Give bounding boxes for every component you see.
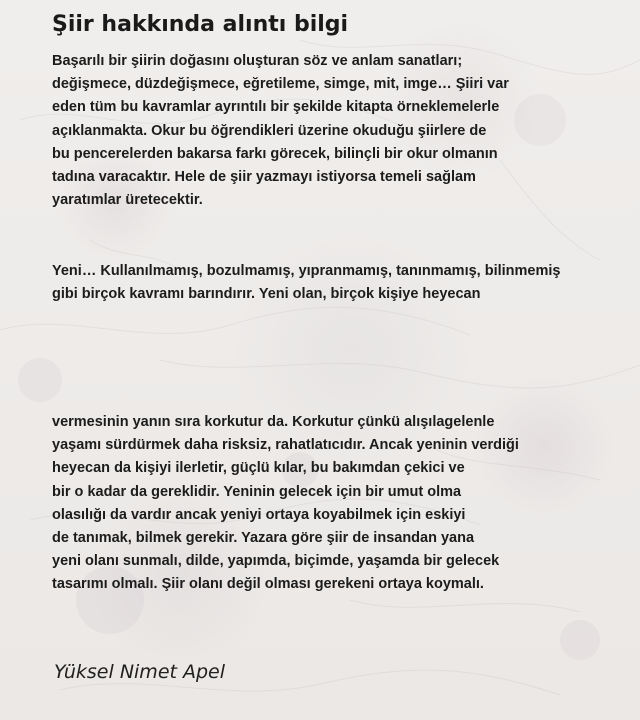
- paragraph-line: açıklanmakta. Okur bu öğrendikleri üzerine okuduğu şiirlere de: [52, 122, 487, 139]
- paragraph-line: tadına varacaktır. Hele de şiir yazmayı istiyorsa temeli sağlam: [52, 168, 476, 185]
- paragraph-line: yaratımlar üretecektir.: [52, 192, 203, 209]
- paragraph-line: heyecan da kişiyi ilerletir, güçlü kılar, bu bakımdan çekici ve: [52, 460, 465, 477]
- paragraph-2: [52, 260, 560, 306]
- paragraph-line: bir o kadar da gereklidir. Yeninin gelecek için bir umut olma: [52, 483, 462, 500]
- page-title: Şiir hakkında alıntı bilgi: [52, 12, 349, 37]
- paragraph-1: [52, 50, 509, 212]
- paragraph-line: tasarımı olmalı. Şiir olanı değil olması gerekeni ortaya koymalı.: [52, 576, 484, 593]
- paragraph-line: olasılığı da vardır ancak yeniyi ortaya koyabilmek için eskiyi: [52, 506, 466, 523]
- author-name: Yüksel Nimet Apel: [54, 661, 226, 683]
- paragraph-3: [52, 411, 519, 597]
- paragraph-line: gibi birçok kavramı barındırır. Yeni olan, birçok kişiye heyecan: [52, 286, 481, 303]
- paragraph-line: bu pencerelerden bakarsa farkı görecek, bilinçli bir okur olmanın: [52, 145, 498, 162]
- paragraph-line: vermesinin yanın sıra korkutur da. Korkutur çünkü alışılagelenle: [52, 414, 495, 430]
- paragraph-line: Yeni… Kullanılmamış, bozulmamış, yıpranmamış, tanınmamış, bilinmemiş: [52, 263, 561, 279]
- paragraph-line: eden tüm bu kavramlar ayrıntılı bir şekilde kitapta örneklemelerle: [52, 99, 500, 116]
- paragraph-line: Başarılı bir şiirin doğasını oluşturan söz ve anlam sanatları;: [52, 53, 463, 69]
- paragraph-line: de tanımak, bilmek gerekir. Yazara göre şiir de insandan yana: [52, 529, 475, 546]
- paragraph-line: yeni olanı sunmalı, dilde, yapımda, biçimde, yaşamda bir gelecek: [52, 553, 500, 570]
- paragraph-line: değişmece, düzdeğişmece, eğretileme, simge, mit, imge… Şiiri var: [52, 76, 509, 93]
- paragraph-line: yaşamı sürdürmek daha risksiz, rahatlatıcıdır. Ancak yeninin verdiği: [52, 437, 519, 454]
